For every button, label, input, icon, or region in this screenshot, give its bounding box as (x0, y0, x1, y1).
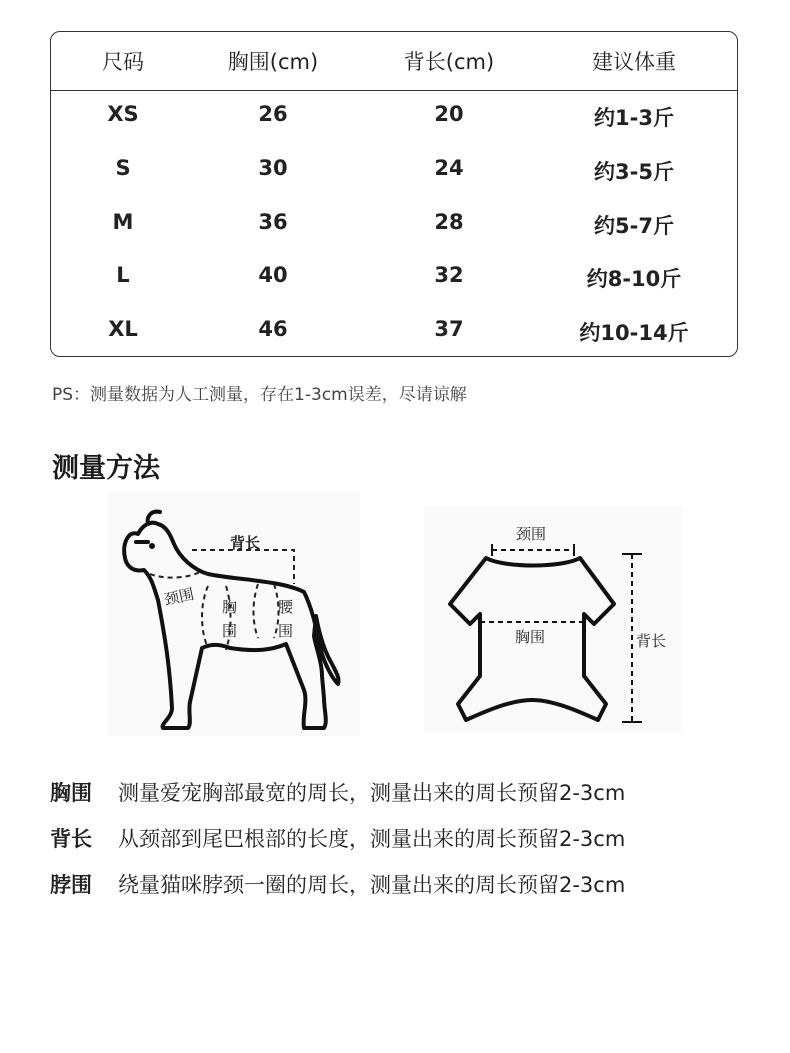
cell-weight: 约5-7斤 (594, 214, 674, 238)
cell-back-length: 32 (434, 263, 464, 287)
cell-chest: 30 (258, 156, 288, 180)
header-chest: 胸围(cm) (227, 50, 319, 74)
size-table (50, 31, 738, 357)
cell-size: XL (108, 317, 138, 341)
garment-measurement-illustration (424, 506, 682, 732)
label-chest-2: 围 (222, 622, 238, 640)
table-header (51, 32, 737, 91)
label-chest-1: 胸 (222, 598, 238, 616)
cell-back-length: 37 (434, 317, 464, 341)
cell-back-length: 24 (434, 156, 464, 180)
measurement-note: PS：测量数据为人工测量，存在1-3cm误差，尽请谅解 (52, 385, 467, 405)
table-row (51, 90, 737, 144)
table-row (51, 305, 737, 359)
definition-text: 绕量猫咪脖颈一圈的周长，测量出来的周长预留2-3cm (118, 873, 626, 897)
cell-chest: 36 (258, 210, 288, 234)
definition-term: 胸围 (50, 781, 92, 805)
table-row (51, 251, 737, 305)
cell-back-length: 28 (434, 210, 464, 234)
cell-size: XS (107, 102, 139, 126)
cell-weight: 约8-10斤 (586, 267, 682, 291)
table-row (51, 144, 737, 198)
cell-weight: 约3-5斤 (594, 160, 674, 184)
garment-icon (424, 506, 682, 732)
cell-size: L (116, 263, 130, 287)
header-weight: 建议体重 (592, 50, 676, 74)
cell-back-length: 20 (434, 102, 464, 126)
cell-size: M (112, 210, 134, 234)
cell-chest: 26 (258, 102, 288, 126)
cell-weight: 约10-14斤 (579, 321, 689, 345)
cell-chest: 46 (258, 317, 288, 341)
garment-label-neck: 颈围 (516, 525, 547, 543)
definition-item (50, 823, 625, 853)
cell-chest: 40 (258, 263, 288, 287)
definition-item (50, 869, 625, 899)
cell-size: S (115, 156, 131, 180)
definition-text: 测量爱宠胸部最宽的周长，测量出来的周长预留2-3cm (118, 781, 626, 805)
label-waist-1: 腰 (278, 598, 294, 616)
header-back-length: 背长(cm) (403, 50, 495, 74)
header-size: 尺码 (102, 50, 144, 74)
definition-text: 从颈部到尾巴根部的长度，测量出来的周长预留2-3cm (118, 827, 626, 851)
table-row (51, 198, 737, 252)
label-neck: 颈围 (162, 585, 196, 609)
definition-term: 脖围 (50, 873, 92, 897)
definition-term: 背长 (50, 827, 92, 851)
cell-weight: 约1-3斤 (594, 106, 674, 130)
garment-label-chest: 胸围 (515, 628, 546, 646)
label-waist-2: 围 (278, 622, 294, 640)
definition-item (50, 777, 625, 807)
dog-measurement-illustration (108, 492, 360, 736)
label-back-length: 背长 (230, 534, 261, 552)
section-title: 测量方法 (52, 453, 160, 484)
garment-label-back: 背长 (636, 632, 667, 650)
